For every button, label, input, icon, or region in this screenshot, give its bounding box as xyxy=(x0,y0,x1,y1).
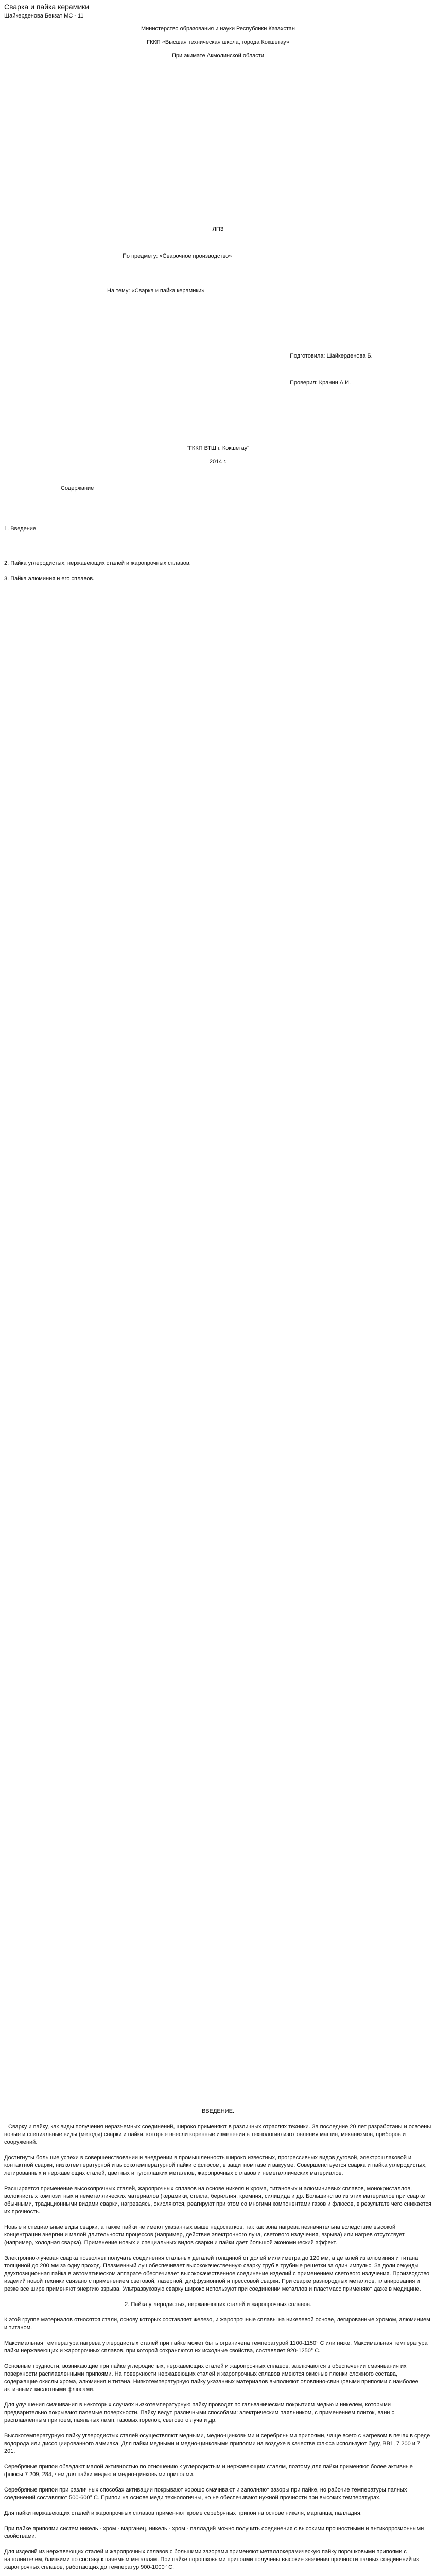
paragraph: Максимальная температура нагрева углеродистых сталей при пайке может быть ограничена температурой 1100-1150° С или ниже. Максимальная температура пайки нержавеющих и жаропрочных сплавов, при которой сохраняются их исходные свойства, составляет 920-1250° С. xyxy=(4,2340,428,2354)
year-line: 2014 г. xyxy=(209,459,227,465)
paragraph: Серебряные припои при различных способах активации покрывают хорошо смачивают и заполняют зазоры при пайке, но рабочие температуры паяных соединений составляют 500-600° С. Припои на основе меди технологичны, но не обеспечивают нужной прочности при высоких температурах. xyxy=(4,2487,407,2501)
paragraph: Сварку и пайку, как виды получения неразъемных соединений, широко применяют в различных отраслях техники. За последние 20 лет разработаны и освоены новые и специальные виды (методы) сварки и пайки, которые внесли коренные изменения в технологию изготовления машин, механизмов, приборов и сооружений. xyxy=(4,2124,431,2145)
paragraph: Достигнуты большие успехи в совершенствовании и внедрении в промышленность широко известных, прогрессивных видов дуговой, электрошлаковой и контактной сварки, низкотемпературной и высокотемпературной пайки с флюсом, в защитном газе и вакууме. Совершенствуется сварка и пайка углеродистых, легированных и нержавеющих сталей, цветных и тугоплавких металлов, жаропрочных сплавов и неметаллических материалов. xyxy=(4,2155,427,2176)
paragraph: Для пайки нержавеющих сталей и жаропрочных сплавов применяют кроме серебряных припои на основе никеля, марганца, палладия. xyxy=(4,2510,362,2516)
section-introduction xyxy=(4,2108,432,2293)
paragraph: Для улучшения смачивания в некоторых случаях низкотемпературную пайку проводят по гальваническим покрытиям медью и никелем, которыми предварительно покрывают паяемые поверхности. Пайку ведут различными способами: электрическим паяльником, с применением плиток, ванн с расплавленным припоем, паяльных ламп, газовых горелок, светового луча и др. xyxy=(4,2402,395,2424)
topic-line: На тему: «Сварка и пайка керамики» xyxy=(107,287,205,294)
paragraph: Электронно-лучевая сварка позволяет получать соединения стальных деталей толщиной от долей миллиметра до 120 мм, а деталей из алюминия и титана толщиной до 200 мм за одну проход. Плазменный луч обеспечивает высококачественную сварку труб в трубные решетки за один импульс. За доли секунды двухпозиционная пайка в автоматическом аппарате обеспечивает высококачественное соединение изделий с применением светового излучения. Производство изделий новой техники связано с применением световой, лазерной, диффузионной и прессовой сварки. При сварке разнородных металлов, планирования и резке все шире применяют энергию взрыва. Ультразвуковую сварку широко используют при соединении металлов и пластмасс применяют даже в медицине. xyxy=(4,2255,430,2292)
contents-heading: Содержание xyxy=(61,485,94,492)
toc-item: 1. Введение xyxy=(4,526,37,532)
prepared-by: Подготовила: Шайкерденова Б. xyxy=(290,353,373,359)
section-steels xyxy=(4,2301,432,2576)
akimat-line: При акимате Акмолинской области xyxy=(172,53,264,59)
document-title: Сварка и пайка керамики xyxy=(4,3,90,11)
section-heading: ВВЕДЕНИЕ. xyxy=(201,2108,235,2114)
subject-line: По предмету: «Сварочное производство» xyxy=(123,253,232,259)
paragraph: Для изделий из нержавеющих сталей и жаропрочных сплавов с большими зазорами применяют металлокерамическую пайку порошковыми припоями с наполнителем, близкими по составу к паяемым металлам. При пайке порошковыми припоями получены высокие значения прочности паяных соединений из жаропрочных сплавов, работающих до температур 900-1000° С. xyxy=(4,2549,420,2570)
paragraph: Основные трудности, возникающие при пайке углеродистых, нержавеющих сталей и жаропрочных сплавов, заключаются в обеспечении смачивания их поверхности расплавленными припоями. На поверхности нержавеющих сталей и жаропрочных сплавов имеются окисные пленки сложного состава, содержащие окислы хрома, алюминия и титана. Низкотемпературную пайку указанных материалов выполняют оловянно-свинцовыми припоями с наиболее активными кислотными флюсами. xyxy=(4,2363,418,2393)
author-line: Шайкерденова Бекзат МС - 11 xyxy=(4,13,84,19)
paragraph: Серебряные припои обладают малой активностью по отношению к углеродистым и нержавеющим сталям, поэтому для пайки применяют более активные флюсы 7 209, 284, чем для пайки медью и медно-цинковыми припоями. xyxy=(4,2464,413,2478)
paragraph: При пайке припоями систем никель - хром - марганец, никель - хром - палладий можно получить соединения с высокими прочностными и антикоррозионными свойствами. xyxy=(4,2526,424,2539)
institution-line: "ГККП ВТШ г. Кокшетау" xyxy=(186,445,250,451)
paragraph: Расширяется применение высокопрочных сталей, жаропрочных сплавов на основе никеля и хрома, титановых и алюминиевых сплавов, монокристаллов, волокнистых композитных и неметаллических материалов (керамики, стекла, бериллия, кремния, силицида и др. Большинство из этих материалов при сварке обычными, традиционными видами сварки, нагреваясь, окисляются, реагируют при этом со многими компонентами газов и флюсов, в результате чего снижается их прочность. xyxy=(4,2185,431,2215)
doc-type: ЛПЗ xyxy=(212,226,224,232)
checked-by: Проверил: Кранин А.И. xyxy=(290,380,351,386)
section-heading: 2. Пайка углеродистых, нержавеющих сталей и жаропрочных сплавов. xyxy=(125,2301,311,2308)
toc-item: 3. Пайка алюминия и его сплавов. xyxy=(4,575,95,582)
paragraph: К этой группе материалов относятся стали, основу которых составляет железо, и жаропрочные сплавы на никелевой основе, легированные хромом, алюминием и титаном. xyxy=(4,2317,430,2331)
paragraph: Высокотемпературную пайку углеродистых сталей осуществляют медными, медно-цинковыми и серебряными припоями, чаще всего с нагревом в печах в среде водорода или диссоциированного аммиака. Для пайки медными и медно-цинковыми припоями на воздухе в качестве флюса используют буру, ВВ1, 7 200 и 7 201. xyxy=(4,2433,430,2454)
paragraph: Новые и специальные виды сварки, а также пайки не имеют указанных выше недостатков, так как зона нагрева незначительна вследствие высокой концентрации энергии и малой длительности процессов (например, действие электронного луча, светового излучения, взрыва) или нагрев отсутствует (например, холодная сварка). Применение новых и специальных видов сварки и пайки дает большой экономический эффект. xyxy=(4,2224,405,2246)
toc-item: 2. Пайка углеродистых, нержавеющих сталей и жаропрочных сплавов. xyxy=(4,560,191,566)
table-of-contents xyxy=(4,525,432,583)
document-page xyxy=(0,2,436,2576)
college-line: ГККП «Высшая техническая школа, города Кокшетау» xyxy=(147,39,289,45)
ministry-line: Министерство образования и науки Республики Казахстан xyxy=(141,26,295,32)
